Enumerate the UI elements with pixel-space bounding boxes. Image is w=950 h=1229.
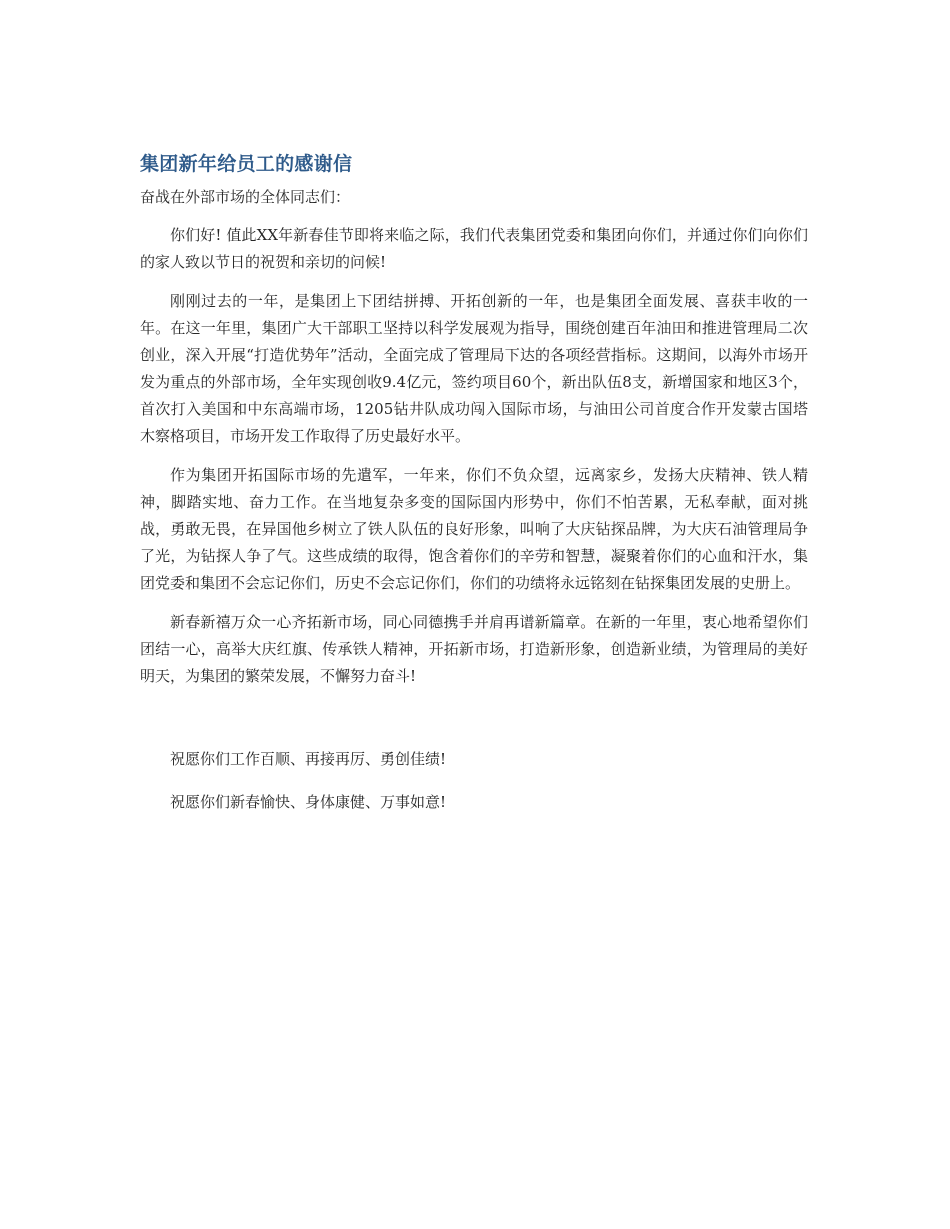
paragraph-outlook: 新春新禧万众一心齐拓新市场，同心同德携手并肩再谱新篇章。在新的一年里，衷心地希望你们团结一心，高举大庆红旗、传承铁人精神，开拓新市场，打造新形象，创造新业绩，为管理局的美好明天，为集团的繁荣发展，不懈努力奋斗! xyxy=(140,613,808,685)
wish-line-work: 祝愿你们工作百顺、再接再厉、勇创佳绩! xyxy=(170,750,447,768)
paragraph-praise: 作为集团开拓国际市场的先遣军，一年来，你们不负众望，远离家乡，发扬大庆精神、铁人精神，脚踏实地、奋力工作。在当地复杂多变的国际国内形势中，你们不怕苦累，无私奉献，面对挑战，勇敢无畏，在异国他乡树立了铁人队伍的良好形象，叫响了大庆钻探品牌，为大庆石油管理局争了光，为钻探人争了气。这些成绩的取得，饱含着你们的辛劳和智慧，凝聚着你们的心血和汗水，集团党委和集团不会忘记你们，历史不会忘记你们，你们的功绩将永远铭刻在钻探集团发展的史册上。 xyxy=(140,466,808,592)
letter-page xyxy=(140,150,808,832)
spacer xyxy=(140,702,808,746)
letter-title: 集团新年给员工的感谢信 xyxy=(140,153,353,175)
wish-line-spring: 祝愿你们新春愉快、身体康健、万事如意! xyxy=(170,793,447,811)
letter-salutation: 奋战在外部市场的全体同志们： xyxy=(140,188,351,206)
paragraph-achievements: 刚刚过去的一年，是集团上下团结拼搏、开拓创新的一年，也是集团全面发展、喜获丰收的一年。在这一年里，集团广大干部职工坚持以科学发展观为指导，围绕创建百年油田和推进管理局二次创业，深入开展“打造优势年”活动，全面完成了管理局下达的各项经营指标。这期间，以海外市场开发为重点的外部市场，全年实现创收9.4亿元，签约项目60个，新出队伍8支，新增国家和地区3个，首次打入美国和中东高端市场，1205钻井队成功闯入国际市场，与油田公司首度合作开发蒙古国塔木察格项目，市场开发工作取得了历史最好水平。 xyxy=(140,292,808,445)
paragraph-greeting: 你们好! 值此XX年新春佳节即将来临之际，我们代表集团党委和集团向你们，并通过你们向你们的家人致以节日的祝贺和亲切的问候! xyxy=(140,226,808,271)
